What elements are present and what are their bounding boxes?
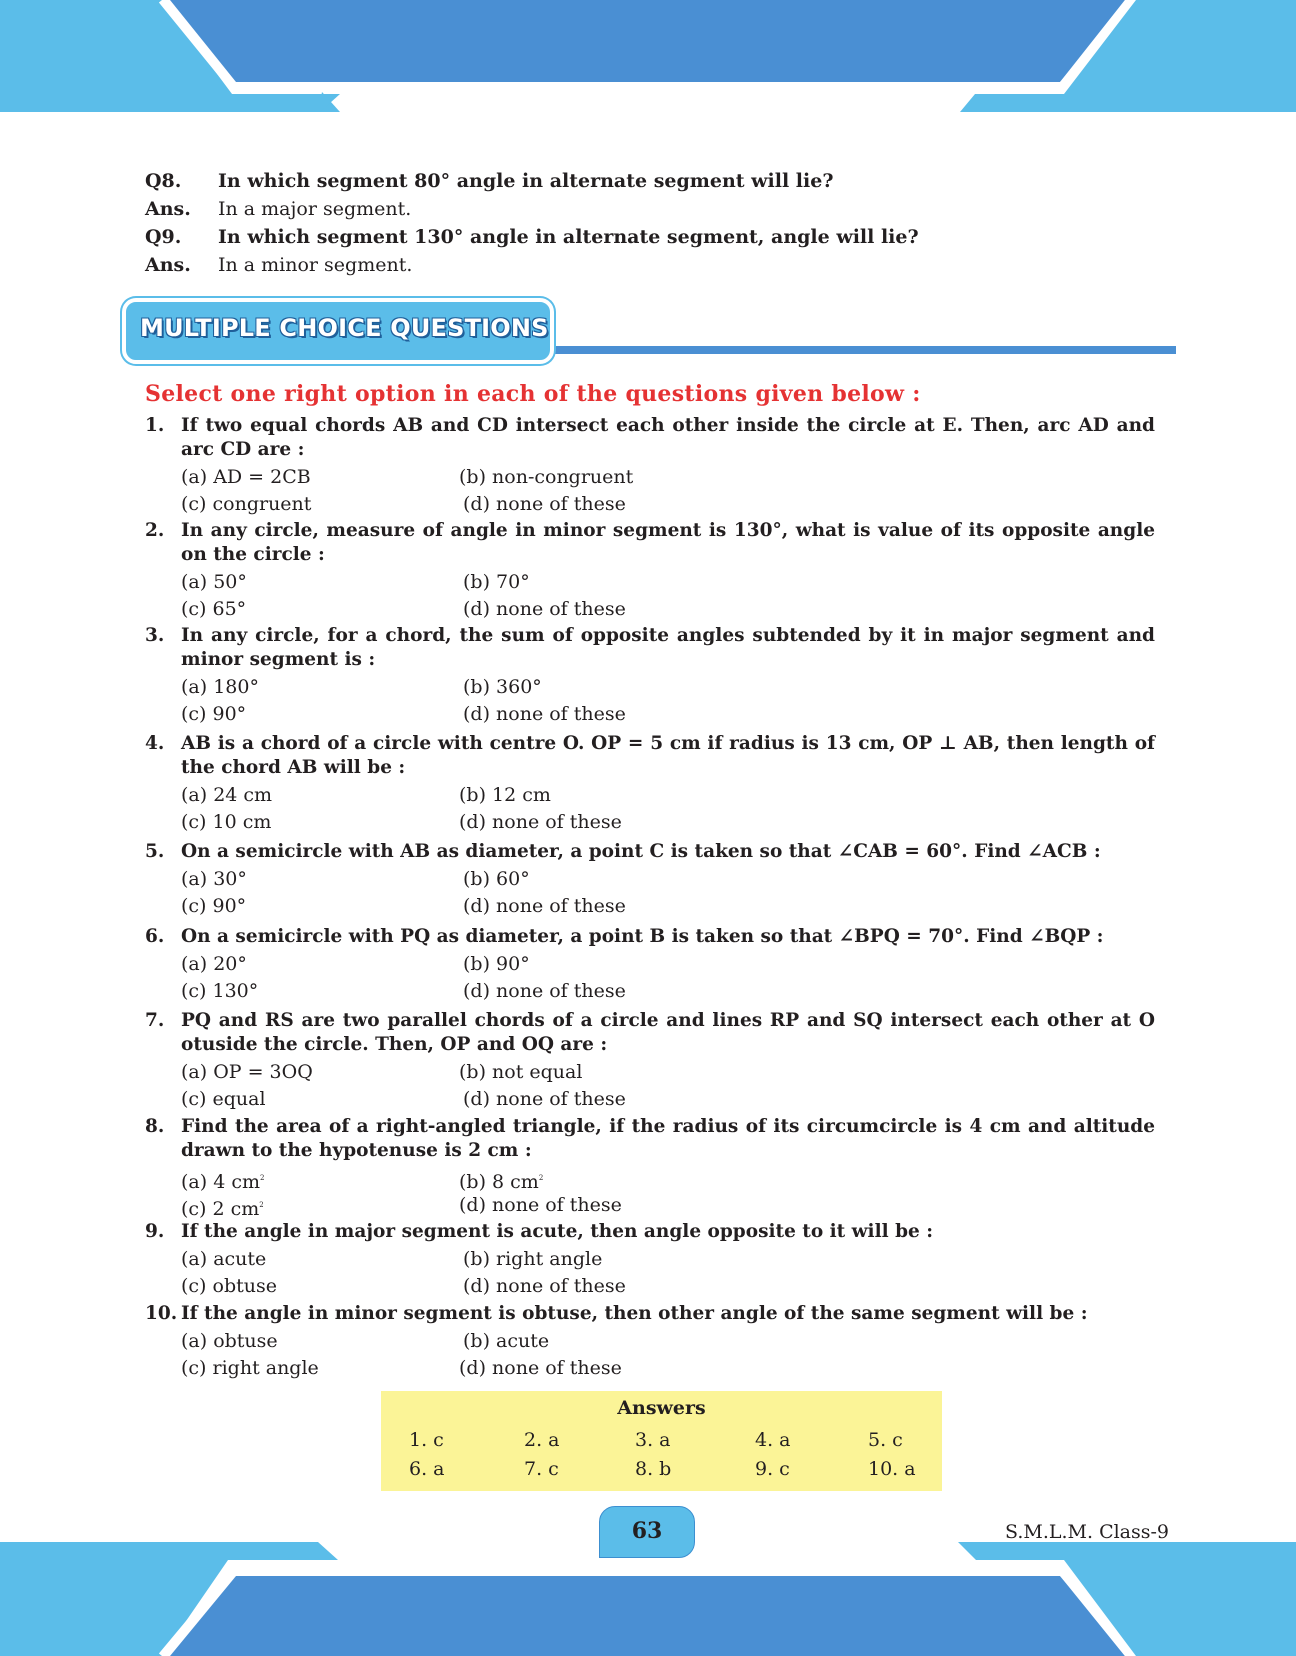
question-options bbox=[181, 1165, 1155, 1219]
question-text: AB is a chord of a circle with centre O. OP = 5 cm if radius is 13 cm, OP ⊥ AB, then length of the chord AB will be : bbox=[181, 733, 1155, 778]
option-b: (b) 70° bbox=[463, 571, 530, 593]
qa-tag: Q8. bbox=[145, 170, 182, 192]
heading-rule bbox=[542, 346, 1176, 354]
qa-text: In which segment 80° angle in alternate segment will lie? bbox=[218, 170, 834, 192]
question-number: 2. bbox=[145, 520, 165, 541]
option-a: (a) obtuse bbox=[181, 1330, 278, 1352]
question-number: 10. bbox=[145, 1303, 178, 1324]
option-c: (c) congruent bbox=[181, 493, 312, 515]
header-decoration bbox=[0, 0, 1296, 118]
option-c: (c) obtuse bbox=[181, 1275, 277, 1297]
question-number: 3. bbox=[145, 625, 165, 646]
answer-item: 6. a bbox=[409, 1458, 445, 1480]
heading-badge bbox=[122, 298, 554, 364]
option-b: (b) 12 cm bbox=[459, 784, 551, 806]
question-item bbox=[145, 840, 1155, 920]
qa-line bbox=[145, 223, 919, 251]
question-number: 5. bbox=[145, 841, 165, 862]
option-a: (a) 24 cm bbox=[181, 784, 273, 806]
option-c: (c) 10 cm bbox=[181, 811, 272, 833]
question-number: 1. bbox=[145, 415, 165, 436]
page-number-tab bbox=[599, 1506, 695, 1558]
option-d: (d) none of these bbox=[463, 895, 626, 917]
option-c: (c) 90° bbox=[181, 703, 247, 725]
question-text: If the angle in minor segment is obtuse, then other angle of the same segment will be : bbox=[181, 1303, 1088, 1324]
question-text: PQ and RS are two parallel chords of a circle and lines RP and SQ intersect each other at O otuside the circle. Then, OP and OQ are : bbox=[181, 1010, 1155, 1055]
option-c-text: (c) 2 cm bbox=[181, 1198, 260, 1220]
answer-item: 2. a bbox=[524, 1429, 560, 1451]
qa-text: In a minor segment. bbox=[218, 254, 413, 276]
question-text: If two equal chords AB and CD intersect each other inside the circle at E. Then, arc AD and arc CD are : bbox=[181, 415, 1155, 460]
question-options bbox=[181, 1059, 1155, 1113]
option-d: (d) none of these bbox=[463, 980, 626, 1002]
page-number: 63 bbox=[631, 1518, 663, 1544]
question-item bbox=[145, 1115, 1155, 1219]
option-d: (d) none of these bbox=[463, 598, 626, 620]
option-b: (b) 360° bbox=[463, 676, 542, 698]
mcq-section-heading bbox=[122, 298, 1176, 358]
question-item bbox=[145, 1009, 1155, 1113]
answer-item: 10. a bbox=[868, 1458, 916, 1480]
question-number: 8. bbox=[145, 1116, 165, 1137]
option-b: (b) right angle bbox=[463, 1248, 603, 1270]
unit-superscript: 2 bbox=[259, 1201, 264, 1209]
heading-text: MULTIPLE CHOICE QUESTIONS bbox=[140, 314, 549, 342]
option-a-text: (a) 4 cm bbox=[181, 1171, 260, 1193]
option-c: (c) equal bbox=[181, 1088, 266, 1110]
qa-line bbox=[145, 167, 833, 195]
option-c bbox=[181, 1192, 264, 1223]
qa-tag: Ans. bbox=[145, 198, 191, 220]
footer-label: S.M.L.M. Class-9 bbox=[1005, 1521, 1170, 1543]
option-d: (d) none of these bbox=[459, 811, 622, 833]
qa-tag: Ans. bbox=[145, 254, 191, 276]
option-a: (a) OP = 3OQ bbox=[181, 1061, 313, 1083]
option-a: (a) 50° bbox=[181, 571, 247, 593]
question-text: In any circle, for a chord, the sum of opposite angles subtended by it in major segment and minor segment is : bbox=[181, 625, 1155, 670]
question-item bbox=[145, 624, 1155, 728]
option-b: (b) 60° bbox=[463, 868, 530, 890]
answer-item: 7. c bbox=[524, 1458, 559, 1480]
answer-item: 3. a bbox=[635, 1429, 671, 1451]
option-b: (b) not equal bbox=[459, 1061, 583, 1083]
unit-superscript: 2 bbox=[259, 1174, 265, 1182]
option-d: (d) none of these bbox=[463, 1088, 626, 1110]
question-options bbox=[181, 1328, 1155, 1382]
answer-item: 1. c bbox=[409, 1429, 444, 1451]
qa-text: In which segment 130° angle in alternate segment, angle will lie? bbox=[218, 226, 919, 248]
qa-line bbox=[145, 195, 411, 223]
instruction-text: Select one right option in each of the questions given below : bbox=[145, 381, 921, 407]
answer-item: 4. a bbox=[755, 1429, 791, 1451]
question-number: 9. bbox=[145, 1221, 165, 1242]
option-c: (c) right angle bbox=[181, 1357, 319, 1379]
question-text: On a semicircle with AB as diameter, a point C is taken so that ∠CAB = 60°. Find ∠ACB : bbox=[181, 841, 1101, 862]
answer-item: 5. c bbox=[868, 1429, 903, 1451]
question-options bbox=[181, 464, 1155, 518]
header-band-graphic bbox=[0, 0, 1296, 118]
question-item bbox=[145, 1220, 1155, 1300]
qa-line bbox=[145, 251, 412, 279]
option-b: (b) non-congruent bbox=[459, 466, 634, 488]
question-options bbox=[181, 674, 1155, 728]
option-c: (c) 130° bbox=[181, 980, 259, 1002]
question-text: If the angle in major segment is acute, then angle opposite to it will be : bbox=[181, 1221, 934, 1242]
unit-superscript: 2 bbox=[538, 1174, 544, 1182]
option-b: (b) acute bbox=[463, 1330, 550, 1352]
question-item bbox=[145, 732, 1155, 836]
option-d: (d) none of these bbox=[463, 703, 626, 725]
qa-tag: Q9. bbox=[145, 226, 182, 248]
question-item bbox=[145, 925, 1155, 1005]
option-b: (b) 90° bbox=[463, 953, 530, 975]
option-a: (a) acute bbox=[181, 1248, 267, 1270]
question-text: In any circle, measure of angle in minor segment is 130°, what is value of its opposite angle on the circle : bbox=[181, 520, 1155, 565]
question-item bbox=[145, 1302, 1155, 1382]
option-a: (a) 180° bbox=[181, 676, 259, 698]
qa-text: In a major segment. bbox=[218, 198, 412, 220]
option-a: (a) 20° bbox=[181, 953, 247, 975]
answers-title: Answers bbox=[617, 1397, 706, 1419]
answers-box bbox=[381, 1391, 942, 1491]
option-d: (d) none of these bbox=[459, 1194, 622, 1216]
option-c: (c) 65° bbox=[181, 598, 247, 620]
question-options bbox=[181, 569, 1155, 623]
option-a: (a) 30° bbox=[181, 868, 247, 890]
question-number: 6. bbox=[145, 926, 165, 947]
answer-item: 9. c bbox=[755, 1458, 790, 1480]
answer-item: 8. b bbox=[635, 1458, 672, 1480]
option-d: (d) none of these bbox=[463, 493, 626, 515]
question-item bbox=[145, 414, 1155, 518]
question-text: Find the area of a right-angled triangle, if the radius of its circumcircle is 4 cm and altitude drawn to the hypotenuse is 2 cm : bbox=[181, 1116, 1155, 1161]
question-options bbox=[181, 866, 1155, 920]
question-number: 7. bbox=[145, 1010, 165, 1031]
question-number: 4. bbox=[145, 733, 165, 754]
question-text: On a semicircle with PQ as diameter, a point B is taken so that ∠BPQ = 70°. Find ∠BQP : bbox=[181, 926, 1104, 947]
question-options bbox=[181, 1246, 1155, 1300]
option-d: (d) none of these bbox=[459, 1357, 622, 1379]
question-options bbox=[181, 951, 1155, 1005]
option-d: (d) none of these bbox=[463, 1275, 626, 1297]
question-item bbox=[145, 519, 1155, 623]
option-a: (a) AD = 2CB bbox=[181, 466, 311, 488]
option-b-text: (b) 8 cm bbox=[459, 1171, 539, 1193]
option-c: (c) 90° bbox=[181, 895, 247, 917]
question-options bbox=[181, 782, 1155, 836]
